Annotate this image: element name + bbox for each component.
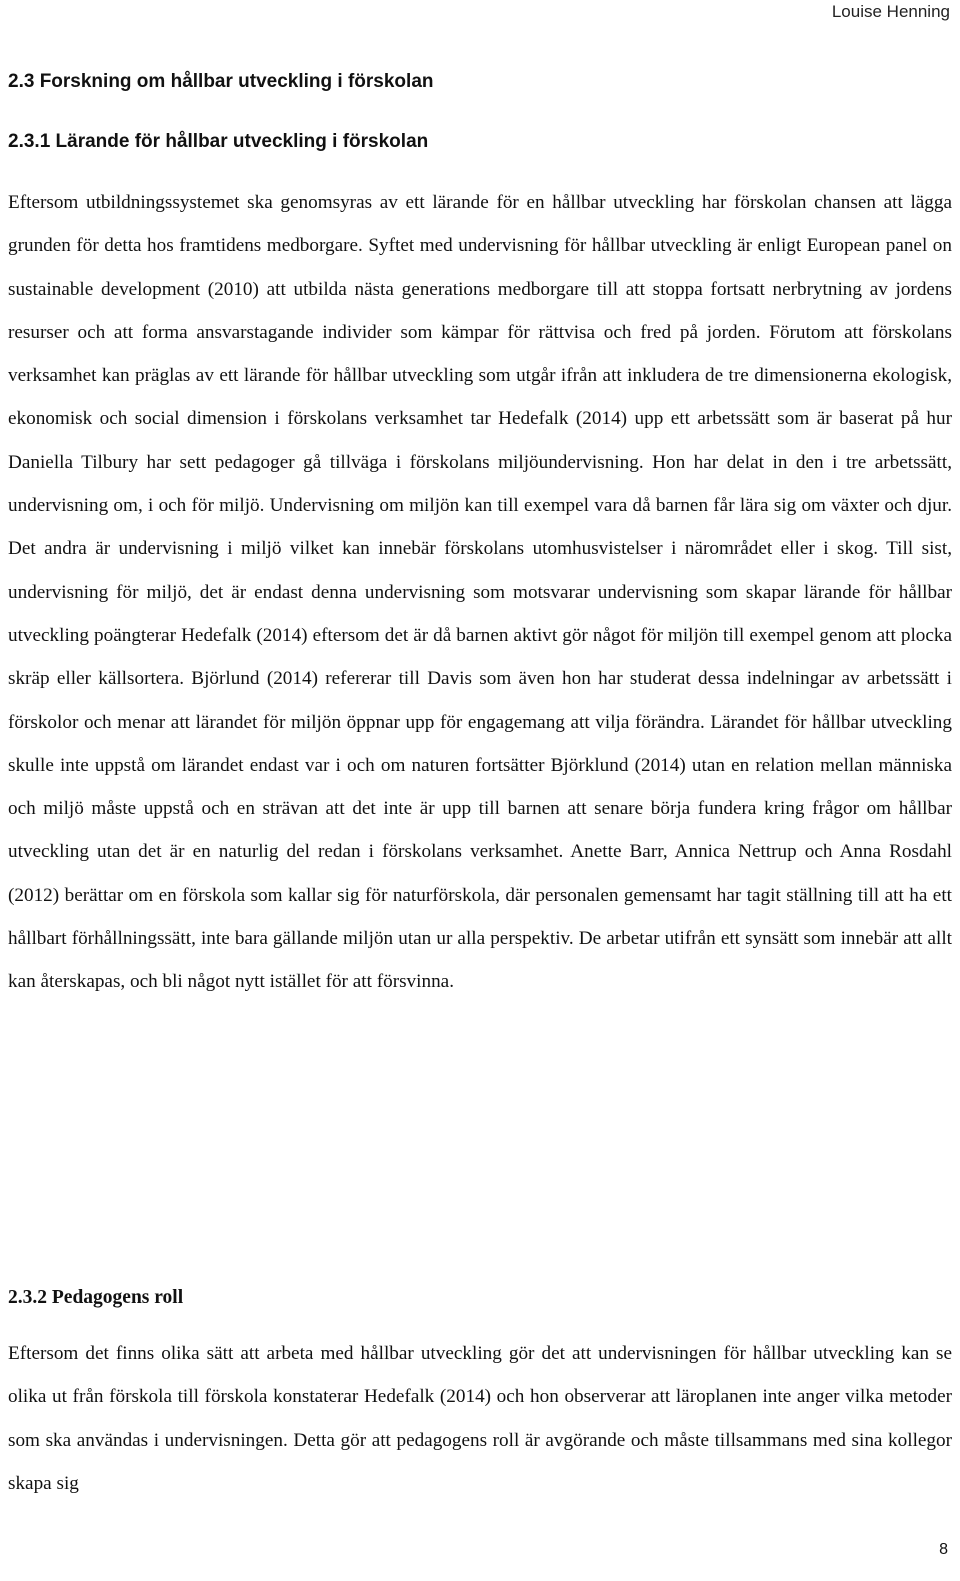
page-header-author: Louise Henning [831, 2, 950, 21]
section-heading: 2.3 Forskning om hållbar utveckling i förskolan [8, 71, 434, 92]
subsection-heading-pedagogue-role: 2.3.2 Pedagogens roll [8, 1287, 184, 1308]
body-paragraph-pedagogue-role: Eftersom det finns olika sätt att arbeta med hållbar utveckling gör det att undervisningen för hållbar utveckling kan se olika ut från förskola till förskola konstaterar Hedefalk (2014) och hon observerar att läroplanen inte anger vilka metoder som ska användas i undervisningen. Detta gör att pedagogens roll är avgörande och måste tillsammans med sina kollegor skapa sig [8, 1343, 952, 1494]
subsection-heading-learning: 2.3.1 Lärande för hållbar utveckling i förskolan [8, 131, 429, 152]
body-paragraph-learning: Eftersom utbildningssystemet ska genomsyras av ett lärande för en hållbar utveckling har förskolan chansen att lägga grunden för detta hos framtidens medborgare. Syftet med undervisning för hållbar utveckling är enligt European panel on sustainable development (2010) att utbilda nästa generations medborgare till att stoppa fortsatt nerbrytning av jordens resurser och att forma ansvarstagande individer som kämpar för rättvisa och fred på jorden. Förutom att förskolans verksamhet kan präglas av ett lärande för hållbar utveckling som utgår ifrån att inkludera de tre dimensionerna ekologisk, ekonomisk och social dimension i förskolans verksamhet tar Hedefalk (2014) upp ett arbetssätt som är baserat på hur Daniella Tilbury har sett pedagoger gå tillväga i förskolans miljöundervisning. Hon har delat in den i tre arbetssätt, undervisning om, i och för miljö. Undervisning om miljön kan till exempel vara då barnen får lära sig om växter och djur. Det andra är undervisning i miljö vilket kan innebär förskolans utomhusvistelser i närområdet eller i skog. Till sist, undervisning för miljö, det är endast denna undervisning som motsvarar undervisning som skapar lärande för hållbar utveckling poängterar Hedefalk (2014) eftersom det är då barnen aktivt gör något för miljön till exempel genom att plocka skräp eller källsortera. Björlund (2014) refererar till Davis som även hon har studerat dessa indelningar av arbetssätt i förskolor och menar att lärandet för miljön öppnar upp för engagemang att vilja förändra. Lärandet för hållbar utveckling skulle inte uppstå om lärandet endast var i och om naturen fortsätter Björklund (2014) utan en relation mellan människa och miljö måste uppstå och en strävan att det inte är upp till barnen att senare börja fundera kring frågor om hållbar utveckling utan det är en naturlig del redan i förskolans verksamhet. Anette Barr, Annica Nettrup och Anna Rosdahl (2012) berättar om en förskola som kallar sig för naturförskola, där personalen gemensamt har tagit ställning till att ha ett hållbart förhållningssätt, inte bara gällande miljön utan ur alla perspektiv. De arbetar utifrån ett synsätt som innebär att allt kan återskapas, och bli något nytt istället för att försvinna. [8, 192, 952, 993]
page-number: 8 [939, 1541, 948, 1558]
